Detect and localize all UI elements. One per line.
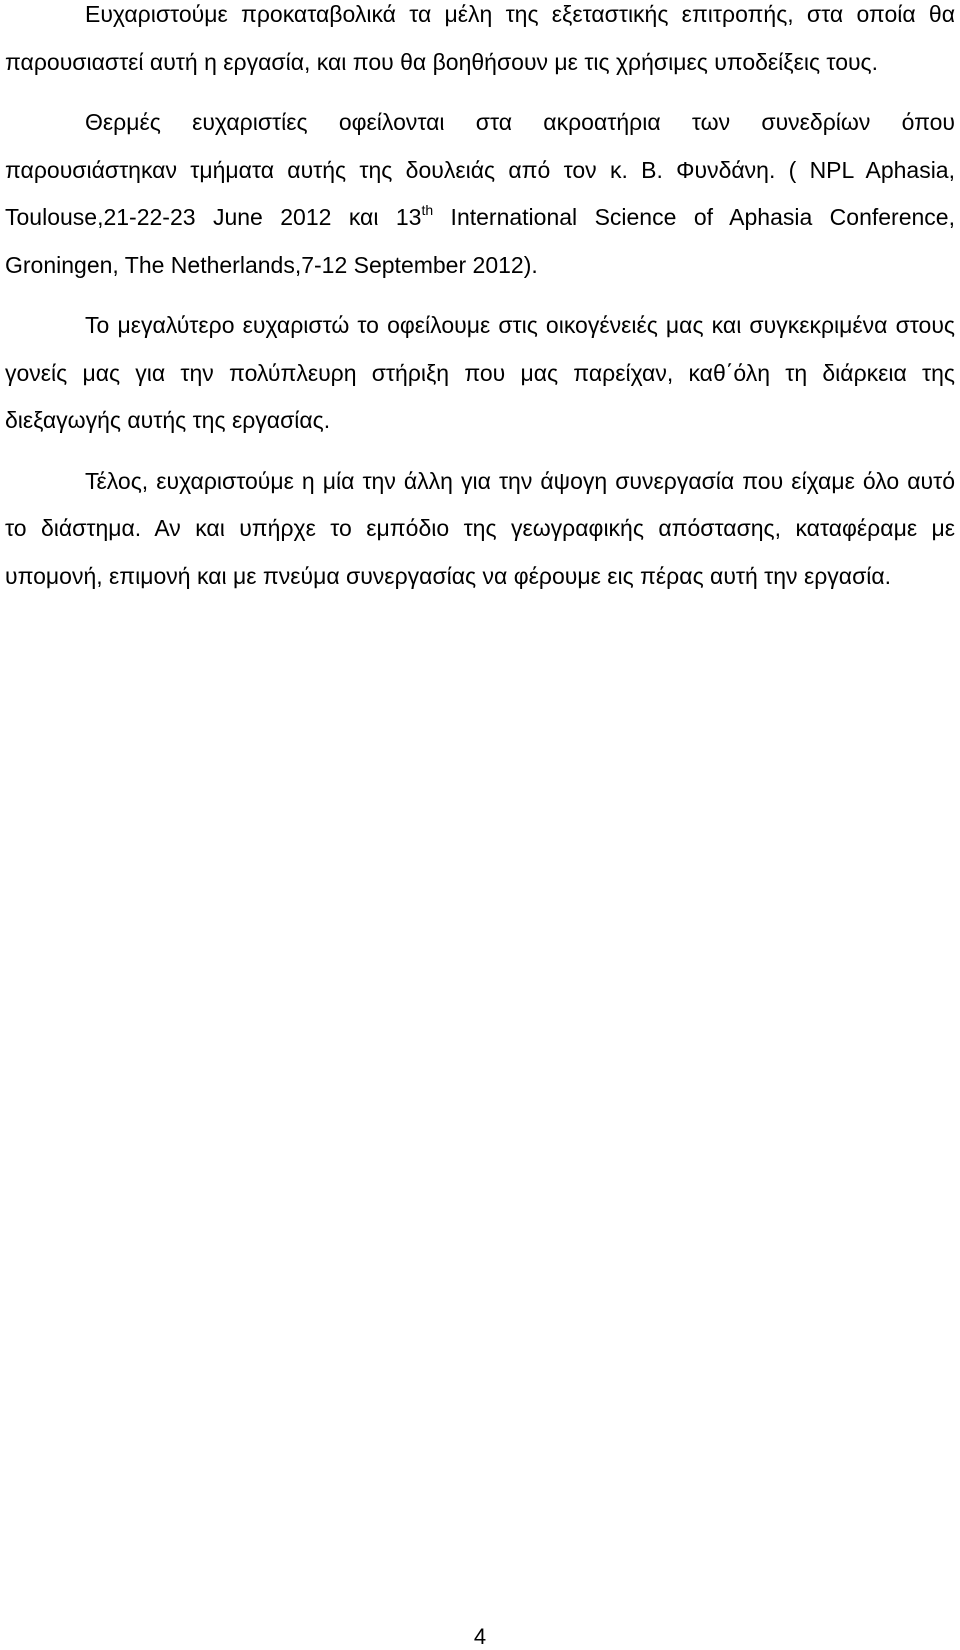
paragraph-thanks-families: Το μεγαλύτερο ευχαριστώ το οφείλουμε στις οικογένειές μας και συγκεκριμένα στους γονείς μας για την πολύπλευρη στήριξη που μας παρείχαν, καθ΄όλη τη διάρκεια της διεξαγωγής αυτής της εργασίας. [5,312,955,433]
acknowledgements-body [5,0,955,600]
paragraph-thanks-committee: Ευχαριστούμε προκαταβολικά τα μέλη της εξεταστικής επιτροπής, στα οποία θα παρουσιαστεί αυτή η εργασία, και που θα βοηθήσουν με τις χρήσιμες υποδείξεις τους. [5,1,955,75]
paragraph-thanks-conferences [5,99,955,289]
paragraph-thanks-collaboration: Τέλος, ευχαριστούμε η μία την άλλη για την άψογη συνεργασία που είχαμε όλο αυτό το διάστημα. Αν και υπήρχε το εμπόδιο της γεωγραφικής απόστασης, καταφέραμε με υπομονή, επιμονή και με πνεύμα συνεργασίας να φέρουμε εις πέρας αυτή την εργασία. [5,467,955,589]
page-number: 4 [473,1624,487,1649]
paragraph-text-end: International Science of Aphasia Conference, Groningen, The Netherlands,7-12 September 2012). [5,204,955,278]
ordinal-superscript: th [421,202,434,218]
paragraph-text-start: Θερμές ευχαριστίες οφείλονται στα ακροατήρια των συνεδρίων όπου παρουσιάστηκαν τμήματα αυτής της δουλειάς από τον κ. Β. Φυνδάνη. ( NPL Aphasia, Toulouse,21-22-23 June 2012 και 13 [5,109,955,230]
